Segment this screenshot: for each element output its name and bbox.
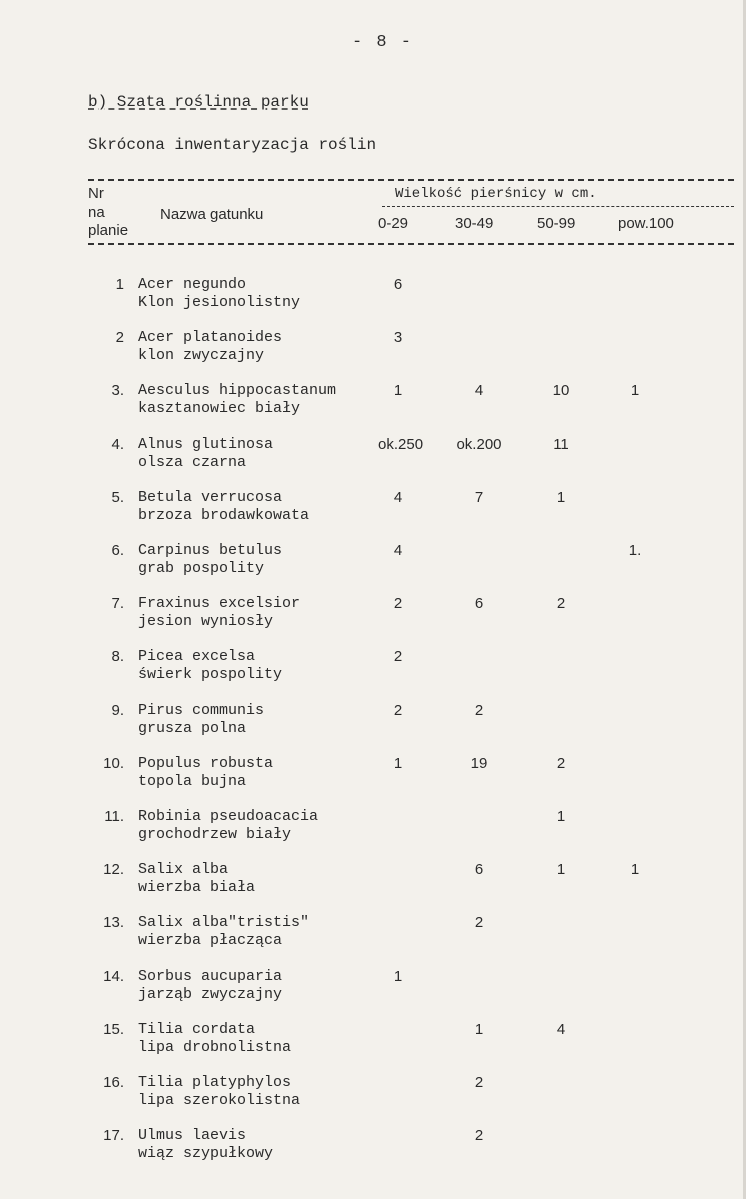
row-number: 4. xyxy=(111,435,124,453)
table-row xyxy=(0,914,746,964)
count-pow100: 1 xyxy=(630,861,640,879)
polish-name: grochodrzew biały xyxy=(138,826,292,843)
count-0-29: 4 xyxy=(393,488,403,506)
polish-name: grusza polna xyxy=(138,719,247,737)
count-30-49: 2 xyxy=(474,701,484,719)
latin-name: Picea excelsa xyxy=(138,648,256,666)
count-50-99: 11 xyxy=(553,435,569,453)
row-number: 14. xyxy=(103,967,124,985)
count-pow100: 1. xyxy=(628,542,642,559)
count-0-29: 2 xyxy=(393,701,403,719)
latin-name: Tilia platyphylos xyxy=(138,1074,292,1091)
polish-name: wierzba biała xyxy=(138,879,256,897)
table-row xyxy=(0,276,746,326)
count-30-49: 1 xyxy=(474,1020,484,1038)
count-50-99: 1 xyxy=(556,861,566,879)
polish-name: świerk pospolity xyxy=(138,666,283,684)
polish-name: lipa szerokolistna xyxy=(138,1092,301,1109)
polish-name: klon zwyczajny xyxy=(138,347,265,365)
table-row xyxy=(0,436,746,486)
count-30-49: 4 xyxy=(474,382,484,400)
count-30-49: 2 xyxy=(474,1074,484,1091)
header-nr-line1: Nr xyxy=(88,185,104,202)
count-30-49: 7 xyxy=(474,488,484,506)
polish-name: jesion wyniosły xyxy=(138,613,274,631)
latin-name: Salix alba"tristis" xyxy=(138,914,310,932)
table-row xyxy=(0,542,746,592)
row-number: 6. xyxy=(111,542,124,559)
header-group-rule xyxy=(382,206,734,207)
count-0-29: 1 xyxy=(393,754,403,772)
header-group: Wielkość pierśnicy w cm. xyxy=(395,186,597,202)
table-row xyxy=(0,968,746,1018)
table-row xyxy=(0,1127,746,1177)
polish-name: Klon jesionolistny xyxy=(138,294,301,311)
latin-name: Carpinus betulus xyxy=(138,542,283,559)
count-50-99: 10 xyxy=(552,382,570,400)
section-title-text: b) Szata roślinna parku xyxy=(88,93,309,111)
row-number: 16. xyxy=(103,1074,124,1091)
count-30-49: 6 xyxy=(474,595,484,613)
latin-name: Fraxinus excelsior xyxy=(138,595,301,613)
polish-name: grab pospolity xyxy=(138,560,265,577)
polish-name: olsza czarna xyxy=(138,453,247,471)
count-0-29: 2 xyxy=(393,648,403,666)
count-30-49: 2 xyxy=(474,1127,484,1145)
header-name: Nazwa gatunku xyxy=(160,206,264,223)
table-top-rule xyxy=(88,179,734,181)
row-number: 9. xyxy=(111,701,124,719)
row-number: 11. xyxy=(104,808,124,825)
header-col-0: 0-29 xyxy=(378,215,409,232)
row-number: 15. xyxy=(103,1020,124,1038)
count-50-99: 1 xyxy=(556,808,566,825)
polish-name: wierzba płacząca xyxy=(138,932,283,950)
latin-name: Alnus glutinosa xyxy=(138,435,274,453)
polish-name: brzoza brodawkowata xyxy=(138,506,310,524)
count-0-29: 1 xyxy=(393,382,403,400)
table-row xyxy=(0,329,746,379)
latin-name: Robinia pseudoacacia xyxy=(138,808,319,825)
table-row xyxy=(0,861,746,911)
count-30-49: ok.200 xyxy=(456,435,502,453)
table-row xyxy=(0,1021,746,1071)
polish-name: topola bujna xyxy=(138,772,247,790)
polish-name: jarząb zwyczajny xyxy=(138,985,283,1003)
count-pow100: 1 xyxy=(630,382,640,400)
table-row xyxy=(0,648,746,698)
subtitle: Skrócona inwentaryzacja roślin xyxy=(88,136,377,154)
latin-name: Salix alba xyxy=(138,861,229,879)
table-header-rule xyxy=(88,243,734,245)
page-number: - 8 - xyxy=(352,33,414,52)
header-col-1: 30-49 xyxy=(455,215,494,232)
header-col-3: pow.100 xyxy=(618,215,674,232)
latin-name: Acer negundo xyxy=(138,276,247,293)
latin-name: Populus robusta xyxy=(138,754,274,772)
count-50-99: 4 xyxy=(556,1020,566,1038)
count-30-49: 19 xyxy=(470,754,488,772)
count-50-99: 2 xyxy=(556,595,566,613)
count-0-29: 4 xyxy=(393,542,403,559)
section-title xyxy=(88,93,309,111)
latin-name: Acer platanoides xyxy=(138,329,283,347)
latin-name: Sorbus aucuparia xyxy=(138,967,283,985)
count-30-49: 6 xyxy=(474,861,484,879)
row-number: 13. xyxy=(103,914,124,932)
count-0-29: 6 xyxy=(393,276,403,293)
table-row xyxy=(0,808,746,858)
count-0-29: 2 xyxy=(393,595,403,613)
row-number: 12. xyxy=(103,861,124,879)
latin-name: Tilia cordata xyxy=(138,1020,256,1038)
header-nr-line3: planie xyxy=(88,222,129,239)
count-0-29: 3 xyxy=(393,329,403,347)
count-50-99: 1 xyxy=(556,488,566,506)
count-30-49: 2 xyxy=(474,914,484,932)
row-number: 10. xyxy=(103,754,124,772)
polish-name: lipa drobnolistna xyxy=(138,1038,292,1056)
latin-name: Ulmus laevis xyxy=(138,1127,247,1145)
latin-name: Aesculus hippocastanum xyxy=(138,382,337,400)
table-row xyxy=(0,1074,746,1124)
row-number: 1 xyxy=(115,276,124,293)
table-row xyxy=(0,702,746,752)
row-number: 3. xyxy=(111,382,124,400)
count-0-29: ok.250 xyxy=(378,435,424,453)
table-row xyxy=(0,382,746,432)
polish-name: wiąz szypułkowy xyxy=(138,1145,274,1163)
latin-name: Pirus communis xyxy=(138,701,265,719)
table-row xyxy=(0,595,746,645)
polish-name: kasztanowiec biały xyxy=(138,400,301,418)
table-row xyxy=(0,489,746,539)
row-number: 7. xyxy=(111,595,124,613)
row-number: 8. xyxy=(111,648,124,666)
count-50-99: 2 xyxy=(556,754,566,772)
table-row xyxy=(0,755,746,805)
header-nr-line2: na xyxy=(88,204,105,221)
row-number: 17. xyxy=(103,1127,124,1145)
latin-name: Betula verrucosa xyxy=(138,488,283,506)
header-col-2: 50-99 xyxy=(537,215,576,232)
row-number: 2 xyxy=(115,329,124,347)
count-0-29: 1 xyxy=(393,967,403,985)
row-number: 5. xyxy=(111,488,124,506)
